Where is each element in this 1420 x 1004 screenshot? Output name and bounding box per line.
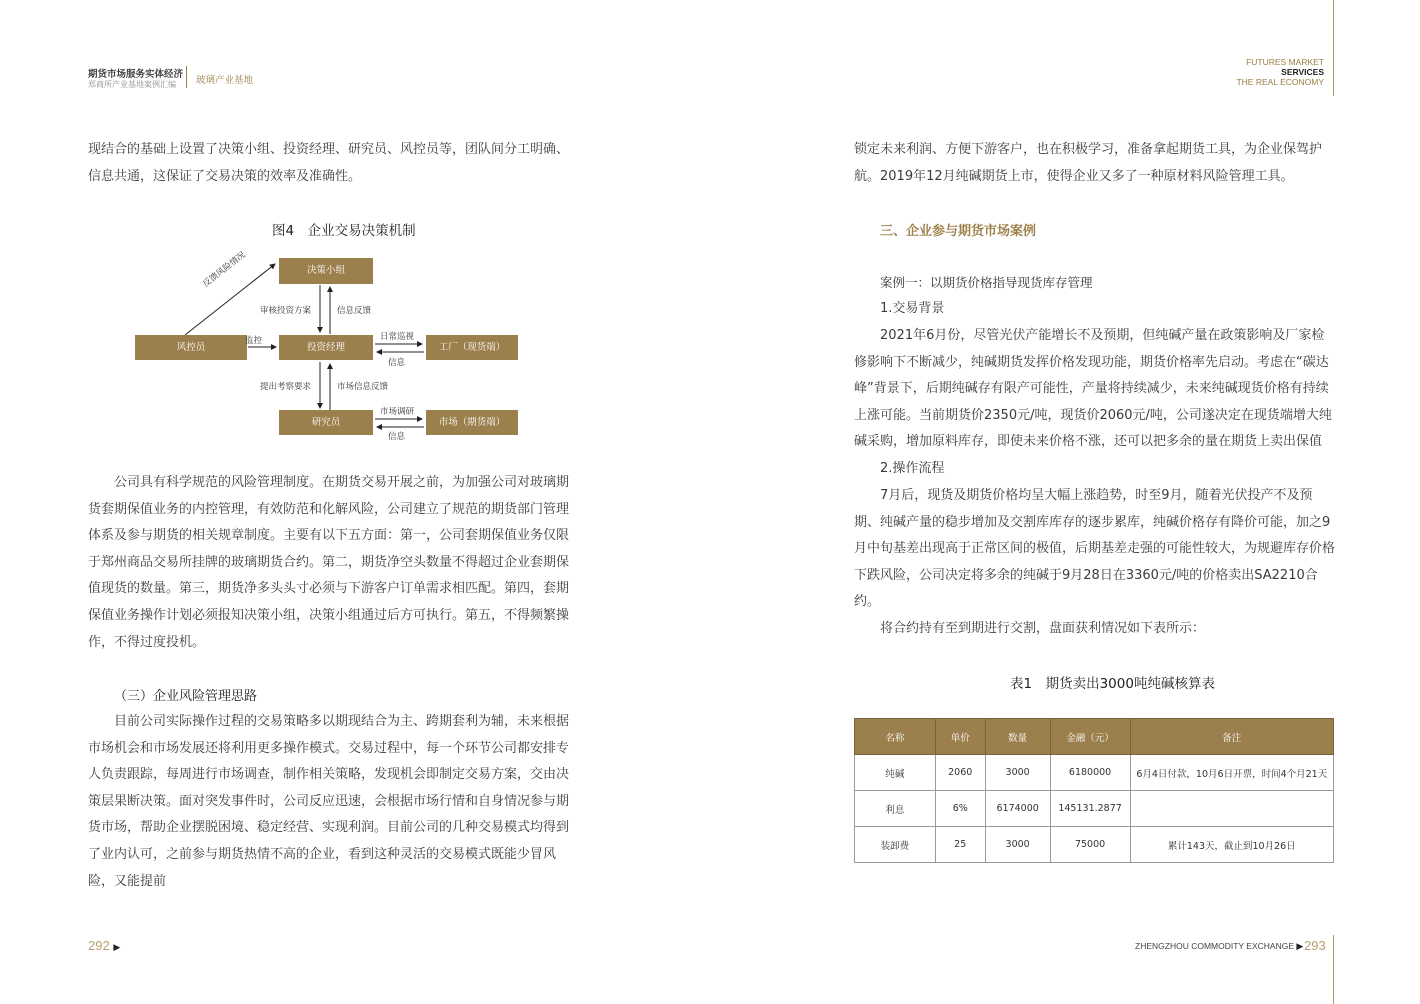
header-divider: [186, 66, 187, 88]
table-cell: 装卸费: [855, 827, 936, 863]
right-section-title: 三、企业参与期货市场案例: [880, 224, 1037, 239]
right-top-rule: [1333, 0, 1334, 96]
label-feedback-risk: 反馈风险情况: [201, 250, 248, 290]
label-review-plan: 审核投资方案: [260, 306, 312, 316]
table-cell: 累计143天，截止到10月26日: [1130, 827, 1333, 863]
table-header-cell: 备注: [1130, 719, 1333, 755]
figure-title: 图4 企业交易决策机制: [272, 223, 416, 239]
table-cell: 25: [935, 827, 985, 863]
table-cell: [1130, 791, 1333, 827]
left-paragraph-2: 公司具有科学规范的风险管理制度。在期货交易开展之前，为加强公司对玻璃期货套期保值业务的内控管理，有效防范和化解风险，公司建立了规范的期货部门管理体系及参与期货的相关规章制度。主要有以下五方面：第一，公司套期保值业务仅限于郑州商品交易所挂牌的玻璃期货合约。第二，期货净空头数量不得超过企业套期保值现货的数量。第三，期货净多头头寸必须与下游客户订单需求相匹配。第四，套期保值业务操作计划必须报知决策小组，决策小组通过后方可执行。第五，不得频繁操作，不得过度投机。: [88, 475, 570, 650]
subheading-background: 1.交易背景: [880, 301, 945, 316]
triangle-right-icon: ▶: [1296, 941, 1304, 951]
header-right-line2: SERVICES: [1281, 67, 1324, 77]
header-subtitle: 郑商所产业基地案例汇编: [88, 80, 176, 89]
box-investment-manager: 投资经理: [279, 335, 373, 360]
right-paragraph-2: 2021年6月份，尽管光伏产能增长不及预期，但纯碱产量在政策影响及厂家检修影响下不断减少，纯碱期货发挥价格发现功能，期货价格率先启动。考虑在“碳达峰”背景下，后期纯碱存有限产可能性，产量将持续减少，未来纯碱现货价格有持续上涨可能。当前期货价2350元/吨，现货价2060元/吨，公司遂决定在现货端增大纯碱采购，增加原料库存，即使未来价格不涨，还可以把多余的量在期货上卖出保值: [854, 328, 1332, 450]
table-row: [855, 827, 1334, 863]
header-right-line3: THE REAL ECONOMY: [1236, 77, 1324, 87]
table-cell: 纯碱: [855, 755, 936, 791]
left-paragraph-1: 现结合的基础上设置了决策小组、投资经理、研究员、风控员等，团队间分工明确、信息共通，这保证了交易决策的效率及准确性。: [88, 142, 570, 184]
label-info-1: 信息: [388, 358, 406, 368]
decision-diagram: [130, 250, 530, 445]
footer-exchange: [1135, 941, 1303, 952]
box-risk-officer: 风控员: [135, 335, 247, 360]
table-header-cell: 单价: [935, 719, 985, 755]
table-header-cell: 名称: [855, 719, 936, 755]
table-header-cell: 金融（元）: [1050, 719, 1130, 755]
table-header-cell: 数量: [985, 719, 1050, 755]
left-section-title: （三）企业风险管理思路: [114, 689, 258, 704]
right-paragraph-3: 7月后，现货及期货价格均呈大幅上涨趋势，时至9月，随着光伏投产不及预期、纯碱产量的稳步增加及交割库库存的逐步累库，纯碱价格存有降价可能，加之9月中旬基差出现高于正常区间的极值，后期基差走强的可能性较大，为规避库存价格下跌风险，公司决定将多余的纯碱于9月28日在3360元/吨的价格卖出SA2210合约。: [854, 488, 1336, 610]
box-factory: 工厂（现货端）: [426, 335, 518, 360]
table-title: 表1 期货卖出3000吨纯碱核算表: [1010, 676, 1215, 692]
table-cell: 6174000: [985, 791, 1050, 827]
header-tag: 玻璃产业基地: [196, 75, 254, 86]
right-paragraph-1: 锁定未来利润、方便下游客户，也在积极学习，准备拿起期货工具，为企业保驾护航。2019年12月纯碱期货上市，使得企业又多了一种原材料风险管理工具。: [854, 142, 1323, 184]
label-daily-patrol: 日常巡视: [380, 332, 415, 342]
page-number-right: 293: [1304, 938, 1326, 953]
case-title: 案例一：以期货价格指导现货库存管理: [880, 275, 1093, 290]
page-number-left: [88, 938, 120, 953]
header-right-line1: FUTURES MARKET: [1246, 57, 1324, 67]
table-cell: 2060: [935, 755, 985, 791]
label-market-research: 市场调研: [380, 407, 415, 417]
label-monitor: 监控: [245, 336, 263, 346]
table-cell: 6月4日付款，10月6日开票，时间4个月21天: [1130, 755, 1333, 791]
label-info-2: 信息: [388, 432, 406, 442]
table-cell: 3000: [985, 755, 1050, 791]
triangle-right-icon: ▶: [113, 942, 121, 952]
left-paragraph-3: 目前公司实际操作过程的交易策略多以期现结合为主、跨期套利为辅，未来根据市场机会和市场发展还将利用更多操作模式。交易过程中，每一个环节公司都安排专人负责跟踪，每周进行市场调查，制作相关策略，发现机会即制定交易方案，交由决策层果断决策。面对突发事件时，公司反应迅速，会根据市场行情和自身情况参与期货市场，帮助企业摆脱困境、稳定经营、实现利润。目前公司的几种交易模式均得到了业内认可，之前参与期货热情不高的企业，看到这种灵活的交易模式既能少冒风险，又能提前: [88, 714, 570, 889]
table-cell: 6%: [935, 791, 985, 827]
header-title: 期货市场服务实体经济: [88, 69, 184, 80]
accounting-table: [854, 718, 1334, 863]
box-researcher: 研究员: [279, 410, 373, 435]
page-number-left-text: 292: [88, 938, 110, 953]
box-decision-group: 决策小组: [279, 258, 373, 284]
box-market: 市场（期货端）: [426, 410, 518, 435]
table-header-row: [855, 719, 1334, 755]
label-info-feedback: 信息反馈: [337, 306, 372, 316]
label-request: 提出考察要求: [260, 382, 312, 392]
footer-exchange-text: ZHENGZHOU COMMODITY EXCHANGE: [1135, 941, 1294, 951]
table-row: [855, 791, 1334, 827]
table-row: [855, 755, 1334, 791]
right-bottom-rule: [1333, 935, 1334, 1004]
table-cell: 145131.2877: [1050, 791, 1130, 827]
table-cell: 75000: [1050, 827, 1130, 863]
table-cell: 6180000: [1050, 755, 1130, 791]
right-paragraph-4: 将合约持有至到期进行交割，盘面获利情况如下表所示：: [880, 621, 1206, 636]
label-market-feedback: 市场信息反馈: [337, 382, 389, 392]
table-cell: 3000: [985, 827, 1050, 863]
subheading-process: 2.操作流程: [880, 461, 945, 476]
table-cell: 利息: [855, 791, 936, 827]
